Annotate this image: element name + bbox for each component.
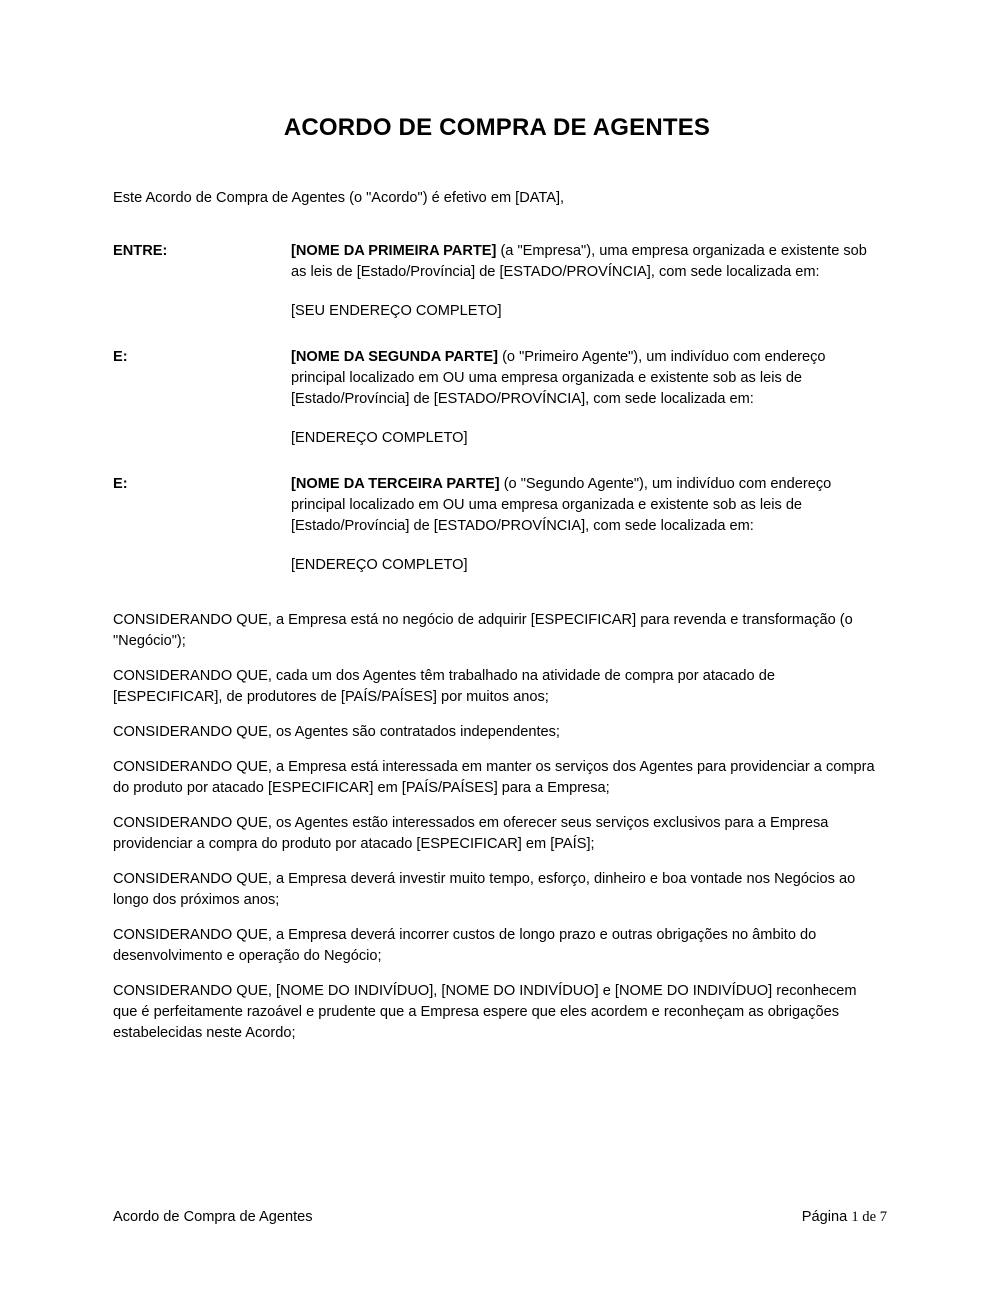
recital-paragraph: CONSIDERANDO QUE, a Empresa está interessada em manter os serviços dos Agentes para providenciar a compra do produto por atacado [ESPECIFICAR] em [PAÍS/PAÍSES] para a Empresa;: [113, 758, 875, 796]
footer-document-name: Acordo de Compra de Agentes: [113, 1209, 313, 1225]
party-block: [113, 474, 881, 576]
page-footer: [113, 1207, 887, 1227]
page-title: ACORDO DE COMPRA DE AGENTES: [283, 114, 711, 141]
party-name: [NOME DA PRIMEIRA PARTE]: [291, 242, 497, 259]
footer-page-indicator: [802, 1207, 887, 1227]
party-label: E:: [113, 475, 128, 492]
document-content: [113, 0, 881, 1044]
party-label: E:: [113, 348, 128, 365]
recital-paragraph: CONSIDERANDO QUE, os Agentes estão interessados em oferecer seus serviços exclusivos para a Empresa providenciar a compra do produto por atacado [ESPECIFICAR] em [PAÍS];: [113, 814, 829, 852]
recital-paragraph: CONSIDERANDO QUE, cada um dos Agentes têm trabalhado na atividade de compra por atacado de [ESPECIFICAR], de produtores de [PAÍS/PAÍSES] por muitos anos;: [113, 667, 775, 705]
recital-paragraph: CONSIDERANDO QUE, a Empresa deverá investir muito tempo, esforço, dinheiro e boa vontade nos Negócios ao longo dos próximos anos;: [113, 870, 856, 908]
party-description: [291, 241, 881, 283]
recital-paragraph: CONSIDERANDO QUE, os Agentes são contratados independentes;: [113, 723, 560, 740]
party-label: ENTRE:: [113, 242, 168, 259]
party-body: [291, 347, 881, 449]
footer-page-of: de: [862, 1209, 877, 1225]
party-description: [291, 347, 881, 410]
recital-paragraph: CONSIDERANDO QUE, a Empresa está no negócio de adquirir [ESPECIFICAR] para revenda e transformação (o "Negócio");: [113, 611, 853, 649]
party-body: [291, 474, 881, 576]
party-description-text: (a "Empresa"), uma empresa organizada e existente sob as leis de [Estado/Província] de [ESTADO/PROVÍNCIA], com sede localizada em:: [291, 242, 867, 280]
party-address: [ENDEREÇO COMPLETO]: [291, 429, 468, 446]
footer-page-total: 7: [879, 1209, 887, 1225]
party-description: [291, 474, 881, 537]
parties-section: [113, 241, 881, 576]
party-block: [113, 241, 881, 322]
party-name: [NOME DA SEGUNDA PARTE]: [291, 348, 499, 365]
recital-paragraph: CONSIDERANDO QUE, [NOME DO INDIVÍDUO], [NOME DO INDIVÍDUO] e [NOME DO INDIVÍDUO] reconhecem que é perfeitamente razoável e prudente que a Empresa espere que eles acordem e reconheçam as obrigações estabelecidas neste Acordo;: [113, 982, 857, 1041]
intro-paragraph: Este Acordo de Compra de Agentes (o "Acordo") é efetivo em [DATA],: [113, 189, 565, 206]
footer-page-number: 1: [851, 1209, 859, 1225]
party-description-text: (o "Primeiro Agente"), um indivíduo com endereço principal localizado em OU uma empresa organizada e existente sob as leis de [Estado/Província] de [ESTADO/PROVÍNCIA], com sede localizada em:: [291, 348, 826, 407]
party-address: [ENDEREÇO COMPLETO]: [291, 556, 468, 573]
party-body: [291, 241, 881, 322]
party-name: [NOME DA TERCEIRA PARTE]: [291, 475, 500, 492]
recitals-section: [113, 610, 881, 1044]
party-address: [SEU ENDEREÇO COMPLETO]: [291, 302, 502, 319]
footer-page-label: Página: [801, 1209, 848, 1225]
recital-paragraph: CONSIDERANDO QUE, a Empresa deverá incorrer custos de longo prazo e outras obrigações no âmbito do desenvolvimento e operação do Negócio;: [113, 926, 817, 964]
party-block: [113, 347, 881, 449]
party-description-text: (o "Segundo Agente"), um indivíduo com endereço principal localizado em OU uma empresa organizada e existente sob as leis de [Estado/Província] de [ESTADO/PROVÍNCIA], com sede localizada em:: [291, 475, 832, 534]
